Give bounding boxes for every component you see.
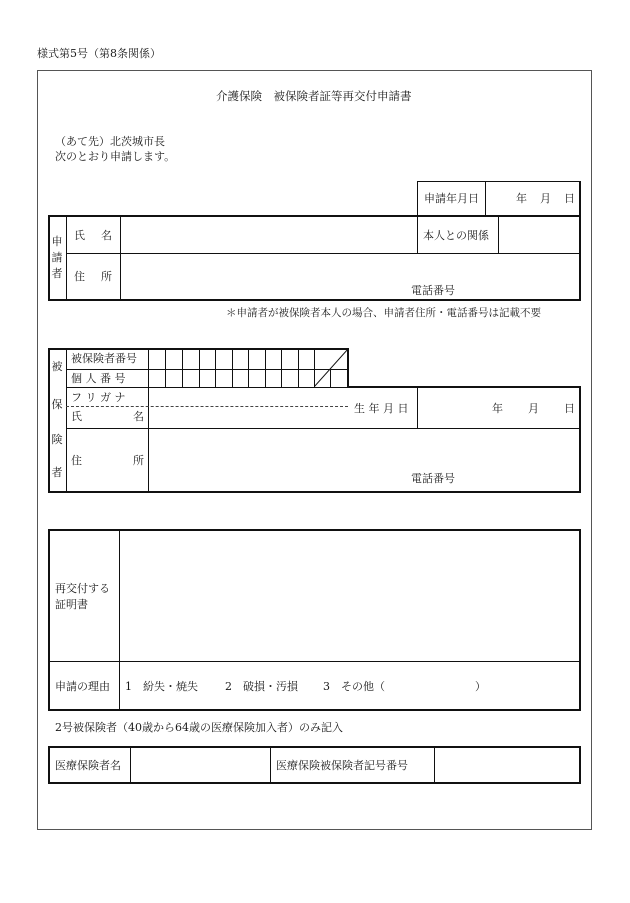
insurer-name-label: 医療保険者名: [55, 759, 121, 772]
reason-option-damage[interactable]: 2 破損・汚損: [225, 680, 298, 693]
application-date-month: 月: [540, 192, 551, 205]
applicant-name-label-a: 氏: [74, 229, 85, 242]
applicant-address-label-b: 所: [101, 270, 112, 283]
insured-name-field[interactable]: [149, 407, 346, 427]
applicant-name-label-b: 名: [101, 229, 112, 242]
insured-address-label-b: 所: [133, 454, 144, 467]
birthdate-label: 生 年 月 日: [354, 402, 409, 415]
applicant-label-3: 者: [51, 267, 63, 280]
insured-address-field[interactable]: [149, 429, 578, 490]
applicant-phone-label: 電話番号: [411, 284, 455, 297]
insured-address-label-a: 住: [71, 454, 82, 467]
applicant-label-1: 申: [51, 235, 63, 248]
birthdate-month: 月: [528, 402, 539, 415]
insured-phone-label: 電話番号: [411, 472, 455, 485]
diagonal-strike: [314, 349, 348, 387]
statement: 次のとおり申請します。: [55, 150, 176, 163]
applicant-note: ＊申請者が被保険者本人の場合、申請者住所・電話番号は記載不要: [226, 307, 541, 319]
certificate-field[interactable]: [120, 531, 578, 660]
reissue-certificate-label-2: 証明書: [55, 598, 88, 611]
insured-name-label-a: 氏: [71, 410, 82, 423]
personal-number-label: 個 人 番 号: [71, 372, 126, 385]
form-title: 介護保険 被保険者証等再交付申請書: [216, 89, 412, 103]
secondary-note: 2号被保険者（40歳から64歳の医療保険加入者）のみ記入: [55, 721, 343, 734]
reissue-certificate-label-1: 再交付する: [55, 582, 110, 595]
birthdate-year: 年: [492, 402, 503, 415]
application-date-label: 申請年月日: [424, 192, 479, 205]
application-date-day: 日: [564, 192, 575, 205]
insured-label-3: 険: [51, 433, 63, 446]
reason-option-loss[interactable]: 1 紛失・焼失: [125, 680, 198, 693]
applicant-label-2: 請: [51, 251, 63, 264]
furigana-label: フ リ ガ ナ: [71, 391, 126, 404]
relation-field[interactable]: [499, 217, 578, 252]
insurer-symbol-label: 医療保険被保険者記号番号: [276, 759, 408, 772]
applicant-address-label-a: 住: [74, 270, 85, 283]
insured-name-label-b: 名: [133, 410, 144, 423]
addressee: （あて先）北茨城市長: [55, 135, 165, 148]
insured-label-2: 保: [51, 398, 63, 411]
reason-label: 申請の理由: [55, 680, 110, 693]
relation-label: 本人との関係: [423, 229, 489, 242]
insurer-name-field[interactable]: [131, 748, 269, 781]
insured-label-4: 者: [51, 466, 63, 479]
reason-close-paren: ）: [475, 680, 486, 693]
reason-option-other[interactable]: 3 その他（: [323, 680, 385, 693]
applicant-name-field[interactable]: [121, 217, 416, 252]
birthdate-day: 日: [564, 402, 575, 415]
insurer-symbol-field[interactable]: [435, 748, 578, 781]
insured-number-label: 被保険者番号: [71, 352, 137, 365]
applicant-address-field[interactable]: [121, 254, 578, 298]
insured-label-1: 被: [51, 360, 63, 373]
application-date-year: 年: [516, 192, 527, 205]
form-number: 様式第5号（第8条関係）: [37, 47, 161, 60]
